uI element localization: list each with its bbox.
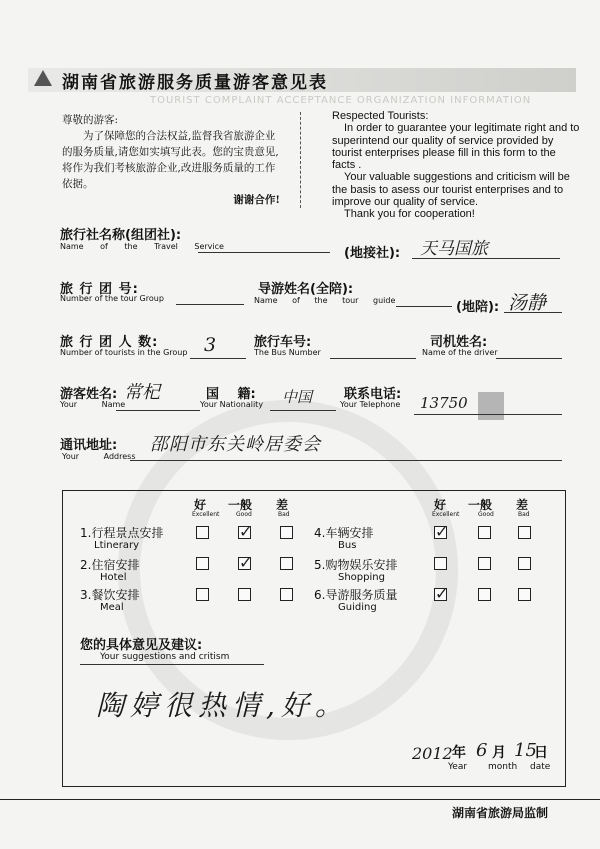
itinerary-ok-check-icon: ✓ bbox=[239, 522, 253, 541]
form-title: 湖南省旅游服务质量游客意见表 bbox=[62, 73, 328, 93]
date-day-value[interactable]: 15 bbox=[514, 740, 537, 761]
meal-good-checkbox[interactable] bbox=[196, 588, 209, 601]
phone-value[interactable]: 13750 bbox=[420, 394, 468, 412]
nationality-label: 国 籍: bbox=[206, 387, 256, 402]
suggestions-label-en: Your suggestions and critism bbox=[100, 652, 230, 662]
address-value[interactable]: 邵阳市东关岭居委会 bbox=[150, 434, 321, 455]
date-month-label-en: month bbox=[488, 762, 518, 772]
nationality-field bbox=[270, 410, 336, 411]
hotel-bad-checkbox[interactable] bbox=[280, 557, 293, 570]
left-header-ok-en: Good bbox=[236, 511, 252, 518]
local-agency-label: (地接社): bbox=[344, 246, 401, 261]
date-day-label-en: date bbox=[530, 762, 551, 772]
driver-label: 司机姓名: bbox=[430, 335, 488, 350]
your-name-value[interactable]: 常杞 bbox=[124, 382, 160, 403]
tour-group-label: 旅 行 团 号: bbox=[60, 282, 139, 297]
local-agency-field bbox=[412, 258, 560, 259]
intro-en-greeting: Respected Tourists: bbox=[332, 110, 429, 122]
bus-label-en: The Bus Number bbox=[254, 348, 321, 357]
local-guide-value[interactable]: 汤静 bbox=[508, 292, 547, 314]
intro-en-p2: Your valuable suggestions and criticism will be the basis to asess our tourist enterprises and to improve our quality of service. bbox=[332, 171, 570, 209]
suggestions-underline bbox=[80, 664, 264, 665]
meal-bad-checkbox[interactable] bbox=[280, 588, 293, 601]
rating-item-itinerary-en: Ltinerary bbox=[94, 540, 140, 551]
bus-ok-checkbox[interactable] bbox=[478, 526, 491, 539]
tourist-count-label-en: Number of tourists in the Group bbox=[60, 348, 188, 357]
rating-item-meal: 3.餐饮安排 bbox=[80, 588, 140, 602]
rating-item-hotel: 2.住宿安排 bbox=[80, 558, 140, 572]
travel-service-field[interactable] bbox=[198, 252, 330, 253]
meal-ok-checkbox[interactable] bbox=[238, 588, 251, 601]
your-name-label: 游客姓名: bbox=[60, 387, 118, 402]
local-guide-field bbox=[504, 312, 562, 313]
shopping-bad-checkbox[interactable] bbox=[518, 557, 531, 570]
rating-item-guiding: 6.导游服务质量 bbox=[314, 588, 398, 602]
shopping-ok-checkbox[interactable] bbox=[478, 557, 491, 570]
tour-group-label-en: Number of the tour Group bbox=[60, 294, 164, 303]
rating-item-bus: 4.车辆安排 bbox=[314, 526, 374, 540]
address-label: 通讯地址: bbox=[60, 438, 118, 453]
nationality-value[interactable]: 中国 bbox=[282, 388, 313, 406]
footer-divider bbox=[0, 799, 600, 800]
date-day-label: 日 bbox=[534, 745, 548, 761]
bleed-through-text: TOURIST COMPLAINT ACCEPTANCE ORGANIZATION INFORMATION bbox=[150, 95, 532, 106]
date-month-label: 月 bbox=[492, 745, 506, 761]
right-header-ok: 一般 bbox=[468, 498, 493, 512]
guiding-ok-checkbox[interactable] bbox=[478, 588, 491, 601]
intro-cn-body: 为了保障您的合法权益,监督我省旅游企业的服务质量,请您如实填写此表。您的宝贵意见,将作为我们考核旅游企业,改进服务质量的工作依据。 bbox=[62, 130, 279, 190]
intro-english bbox=[332, 110, 580, 221]
corner-mark-icon bbox=[34, 70, 52, 86]
right-header-ok-en: Good bbox=[478, 511, 494, 518]
tour-group-field[interactable] bbox=[176, 304, 244, 305]
tourist-count-label: 旅 行 团 人 数: bbox=[60, 335, 159, 350]
rating-item-itinerary: 1.行程景点安排 bbox=[80, 526, 164, 540]
rating-item-shopping: 5.购物娱乐安排 bbox=[314, 558, 398, 572]
bus-field[interactable] bbox=[330, 358, 416, 359]
local-guide-label: (地陪): bbox=[456, 300, 500, 315]
guide-field[interactable] bbox=[396, 306, 452, 307]
driver-label-en: Name of the driver bbox=[422, 348, 498, 357]
tourist-count-field bbox=[190, 358, 246, 359]
date-year-value[interactable]: 2012 bbox=[412, 744, 453, 763]
suggestions-label: 您的具体意见及建议: bbox=[80, 638, 203, 653]
travel-service-label-en: Name of the Travel Service bbox=[60, 242, 224, 251]
phone-label: 联系电话: bbox=[344, 387, 402, 402]
intro-divider bbox=[300, 112, 301, 208]
right-header-bad: 差 bbox=[516, 498, 529, 512]
itinerary-bad-checkbox[interactable] bbox=[280, 526, 293, 539]
left-header-good-en: Excellent bbox=[192, 511, 220, 518]
left-header-ok: 一般 bbox=[228, 498, 253, 512]
address-label-en: Your Address bbox=[62, 452, 136, 461]
shopping-good-checkbox[interactable] bbox=[434, 557, 447, 570]
bus-good-check-icon: ✓ bbox=[435, 522, 449, 541]
intro-cn-thanks: 谢谢合作! bbox=[233, 194, 280, 206]
right-header-good: 好 bbox=[434, 498, 447, 512]
right-header-good-en: Excellent bbox=[432, 511, 460, 518]
hotel-good-checkbox[interactable] bbox=[196, 557, 209, 570]
address-field bbox=[130, 460, 562, 461]
bus-bad-checkbox[interactable] bbox=[518, 526, 531, 539]
guide-label-en: Name of the tour guide bbox=[254, 296, 396, 305]
date-month-value[interactable]: 6 bbox=[476, 740, 488, 761]
intro-cn-greeting: 尊敬的游客: bbox=[62, 114, 119, 126]
intro-en-p1: In order to guarantee your legitimate right and to superintend our quality of service provided by tourist enterprises please fill in this form to the facts . bbox=[332, 122, 580, 172]
guide-label: 导游姓名(全陪): bbox=[258, 282, 354, 297]
left-header-good: 好 bbox=[194, 498, 207, 512]
local-agency-value[interactable]: 天马国旅 bbox=[420, 239, 488, 259]
guiding-good-check-icon: ✓ bbox=[435, 584, 449, 603]
rating-item-hotel-en: Hotel bbox=[100, 572, 127, 583]
date-year-label-en: Year bbox=[448, 762, 468, 772]
date-year-label: 年 bbox=[452, 745, 466, 761]
itinerary-good-checkbox[interactable] bbox=[196, 526, 209, 539]
intro-chinese bbox=[62, 112, 280, 208]
redaction-block bbox=[478, 392, 504, 420]
rating-item-shopping-en: Shopping bbox=[338, 572, 385, 583]
driver-field[interactable] bbox=[496, 358, 562, 359]
bus-label: 旅行车号: bbox=[254, 335, 312, 350]
rating-item-meal-en: Meal bbox=[100, 602, 124, 613]
travel-service-label: 旅行社名称(组团社): bbox=[60, 228, 182, 243]
footer-supervisor: 湖南省旅游局监制 bbox=[452, 806, 549, 820]
right-header-bad-en: Bad bbox=[518, 511, 530, 518]
phone-label-en: Your Telephone bbox=[340, 400, 401, 409]
your-name-label-en: Your Name bbox=[60, 400, 126, 409]
your-name-field bbox=[116, 410, 200, 411]
phone-field bbox=[414, 414, 562, 415]
rating-item-guiding-en: Guiding bbox=[338, 602, 377, 613]
hotel-ok-check-icon: ✓ bbox=[239, 553, 253, 572]
tourist-count-value[interactable]: 3 bbox=[204, 334, 217, 356]
guiding-bad-checkbox[interactable] bbox=[518, 588, 531, 601]
intro-en-thanks: Thank you for cooperation! bbox=[344, 208, 475, 221]
suggestions-value[interactable]: 陶婷很热情,好。 bbox=[96, 689, 349, 722]
rating-item-bus-en: Bus bbox=[338, 540, 357, 551]
nationality-label-en: Your Nationality bbox=[200, 400, 264, 409]
left-header-bad-en: Bad bbox=[278, 511, 290, 518]
left-header-bad: 差 bbox=[276, 498, 289, 512]
